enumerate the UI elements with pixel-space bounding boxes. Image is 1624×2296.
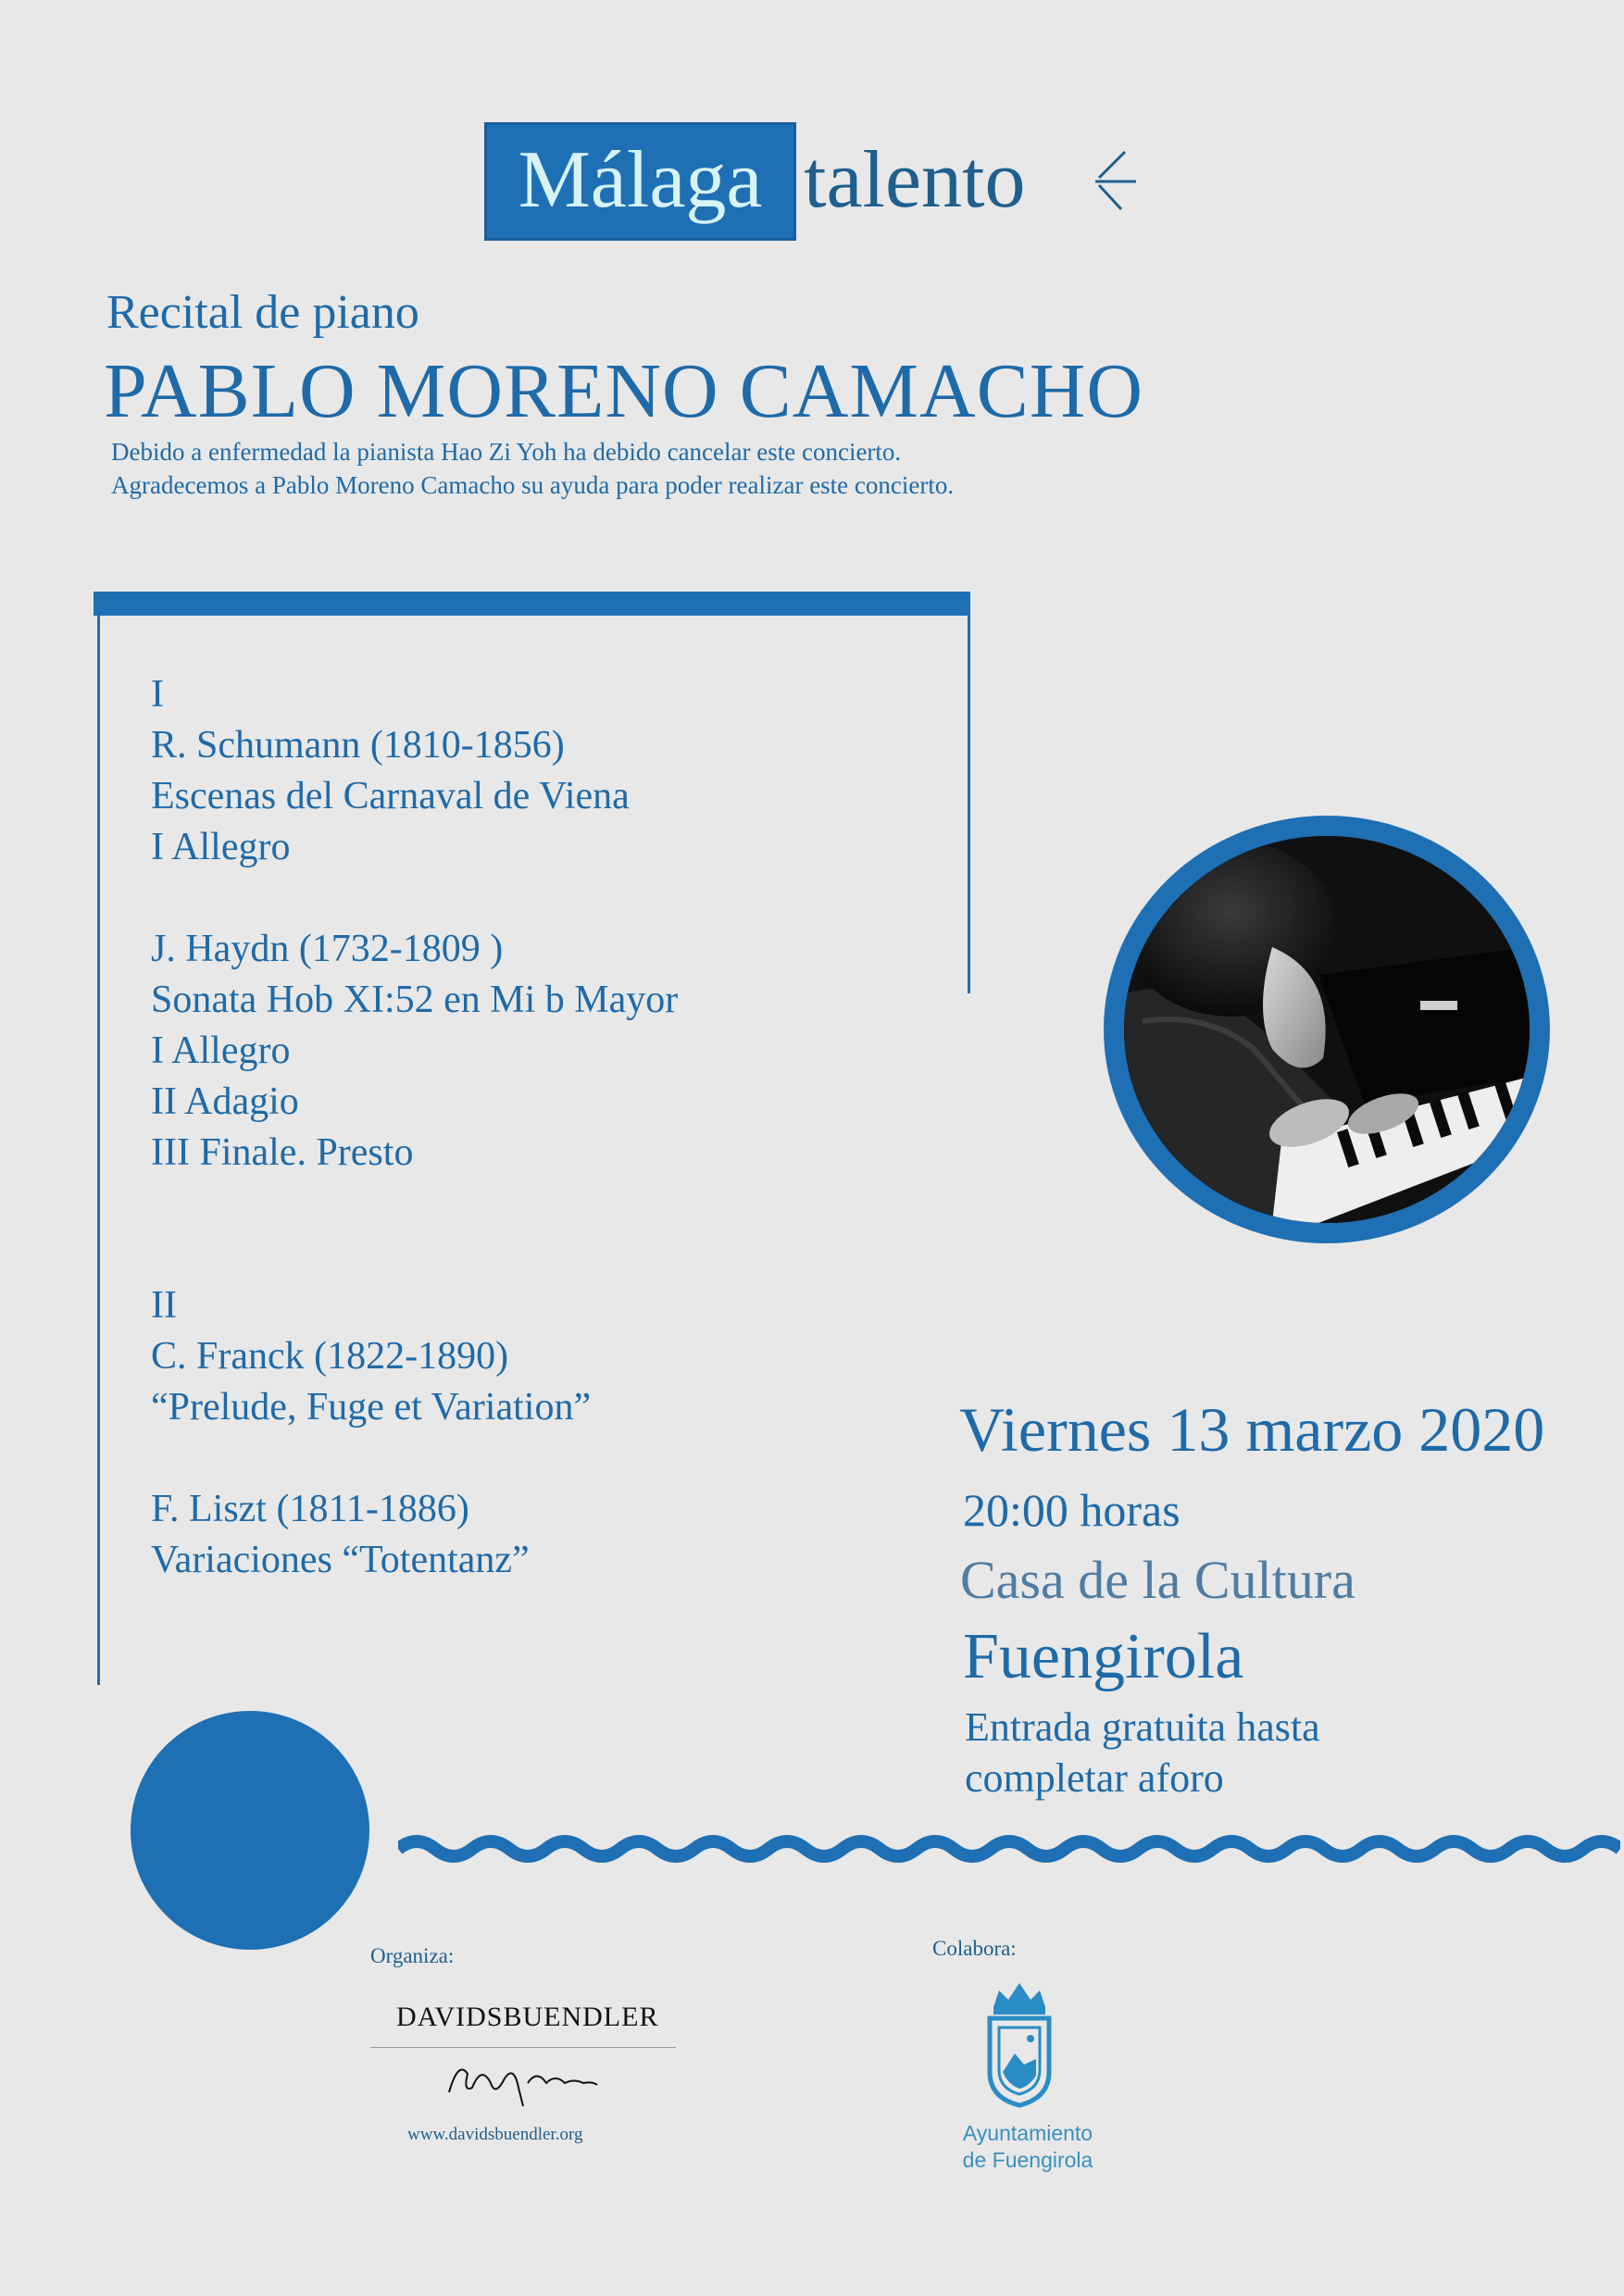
signature-icon <box>444 2055 602 2111</box>
haydn-movement-1: I Allegro <box>151 1029 291 1072</box>
franck-composer: C. Franck (1822-1890) <box>151 1335 509 1378</box>
program-frame-right <box>968 602 970 993</box>
pianist-photo <box>1104 816 1550 1243</box>
liszt-work: Variaciones “Totentanz” <box>151 1539 530 1581</box>
event-entry-info <box>965 1702 1320 1803</box>
recital-subtitle: Recital de piano <box>106 286 419 339</box>
organizer-url: www.davidsbuendler.org <box>407 2125 583 2144</box>
franck-work: “Prelude, Fuge et Variation” <box>151 1386 592 1429</box>
haydn-composer: J. Haydn (1732-1809 ) <box>151 928 504 970</box>
pianist-photo-image <box>1124 836 1530 1223</box>
event-city: Fuengirola <box>963 1621 1244 1692</box>
liszt-composer: F. Liszt (1811-1886) <box>151 1488 469 1530</box>
event-date: Viernes 13 marzo 2020 <box>959 1394 1545 1465</box>
haydn-movement-2: II Adagio <box>151 1080 299 1123</box>
collaborator-name <box>926 2120 1130 2174</box>
part-1-numeral: I <box>151 673 164 716</box>
program-frame-top <box>94 592 970 616</box>
pianist-illustration <box>1124 836 1530 1223</box>
event-entry-line-1: Entrada gratuita hasta <box>965 1704 1320 1750</box>
logo-talento: talento <box>804 135 1026 225</box>
decorative-circle <box>131 1711 369 1950</box>
haydn-movement-3: III Finale. Presto <box>151 1131 414 1174</box>
collaborator-line-2: de Fuengirola <box>962 2148 1093 2172</box>
organizer-name: DAVIDSBUENDLER <box>396 2002 659 2032</box>
notice-line-1: Debido a enfermedad la pianista Hao Zi Yoh ha debido cancelar este concierto. <box>111 438 902 466</box>
schumann-composer: R. Schumann (1810-1856) <box>151 724 565 767</box>
organizer-divider <box>370 2047 676 2048</box>
colabora-label: Colabora: <box>932 1937 1017 1960</box>
spark-icon <box>1088 144 1143 218</box>
organiza-label: Organiza: <box>370 1944 455 1967</box>
part-2-numeral: II <box>151 1284 177 1327</box>
program-frame-left <box>97 602 100 1685</box>
wave-decoration <box>398 1828 1620 1884</box>
schumann-movement: I Allegro <box>151 826 291 868</box>
logo-malaga: Málaga <box>518 135 763 225</box>
event-time: 20:00 horas <box>963 1484 1181 1536</box>
coat-of-arms-icon <box>982 1979 1056 2109</box>
haydn-work: Sonata Hob XI:52 en Mi b Mayor <box>151 979 679 1021</box>
schumann-work: Escenas del Carnaval de Viena <box>151 775 630 817</box>
performer-title: PABLO MORENO CAMACHO <box>104 348 1144 434</box>
event-venue: Casa de la Cultura <box>960 1550 1355 1610</box>
notice-line-2: Agradecemos a Pablo Moreno Camacho su ayuda para poder realizar este concierto. <box>111 471 955 499</box>
collaborator-line-1: Ayuntamiento <box>962 2121 1093 2145</box>
event-entry-line-2: completar aforo <box>965 1755 1224 1801</box>
